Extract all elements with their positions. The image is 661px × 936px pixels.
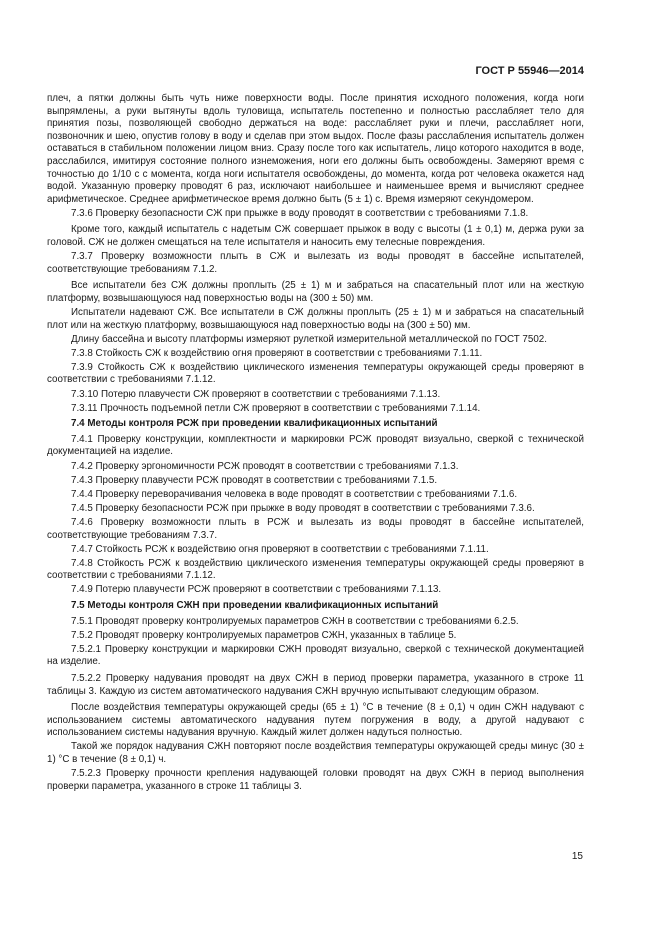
paragraph: 7.4.7 Стойкость РСЖ к воздействию огня проверяют в соответствии с требованиями 7.1.11. [71, 543, 489, 555]
paragraph: 7.4.5 Проверку безопасности РСЖ при прыжке в воду проводят в соответствии с требованиями 7.3.6. [71, 502, 535, 514]
paragraph: После воздействия температуры окружающей среды (65 ± 1) °С в течение (8 ± 0,1) ч один СЖН надувают с использованием системы автоматического надувания путем погружения в воду, а другой надувают с использованием системы надувания вручную. Каждый жилет должен надуться полностью. [47, 702, 584, 739]
section-heading: 7.4 Методы контроля РСЖ при проведении квалификационных испытаний [71, 418, 438, 430]
paragraph: 7.4.2 Проверку эргономичности РСЖ проводят в соответствии с требованиями 7.1.3. [71, 460, 459, 472]
paragraph: 7.4.8 Стойкость РСЖ к воздействию циклического изменения температуры окружающей среды проверяют в соответствии с требованиями 7.1.12. [47, 557, 584, 582]
paragraph: Испытатели надевают СЖ. Все испытатели в СЖ должны проплыть (25 ± 1) м и забраться на спасательный плот или на жесткую платформу, возвышающуюся над поверхностью воды на (300 ± 50) мм. [47, 307, 584, 331]
paragraph: 7.3.9 Стойкость СЖ к воздействию циклического изменения температуры окружающей среды проверяют в соответствии с требованиями 7.1.12. [47, 361, 584, 386]
paragraph: плеч, а пятки должны быть чуть ниже поверхности воды. После принятия исходного положения, когда ноги выпрямлены, а руки вытянуты вдоль туловища, испытатель постепенно и полностью расслабляет тело для принятия позы, позволяющей свободно держаться на воде: расслабляет руки и плечи, расслабляет ноги, позвоночник и шею, опустив голову в воду и сделав при этом выдох. После фазы расслабления испытатель должен оставаться в стабильном положении лицом вниз. Сразу после того как испытатель, лицо которого находится в воде, расслабился, имитируя состояние полного изнеможения, ноги его должны быть освобождены. Замеряют время с точностью до 1/10 с с момента, когда ноги испытателя освобождены, до момента, когда рот человека окажется над водой. Указанную проверку проводят 6 раз, исключают наибольшее и наименьшее время и вычисляют среднее арифметическое. Среднее арифметическое время должно быть (5 ± 1) с. Время измеряют секундомером. [47, 93, 584, 205]
document-body [47, 93, 584, 795]
section-heading: 7.5 Методы контроля СЖН при проведении квалификационных испытаний [71, 599, 439, 611]
paragraph: 7.3.6 Проверку безопасности СЖ при прыжке в воду проводят в соответствии с требованиями 7.1.8. [71, 207, 529, 219]
paragraph: 7.4.9 Потерю плавучести РСЖ проверяют в соответствии с требованиями 7.1.13. [71, 584, 442, 596]
paragraph: Длину бассейна и высоту платформы измеряют рулеткой измерительной металлической по ГОСТ 7502. [71, 333, 547, 345]
paragraph: Такой же порядок надувания СЖН повторяют после воздействия температуры окружающей среды минус (30 ± 1) °С в течение (8 ± 0,1) ч. [47, 741, 584, 765]
paragraph: 7.5.1 Проводят проверку контролируемых параметров СЖН в соответствии с требованиями 6.2.5. [71, 615, 519, 627]
paragraph: Все испытатели без СЖ должны проплыть (25 ± 1) м и забраться на спасательный плот или на жесткую платформу, возвышающуюся над поверхностью воды на (300 ± 50) мм. [47, 280, 584, 304]
document-header: ГОСТ Р 55946—2014 [475, 65, 584, 77]
paragraph: 7.3.8 Стойкость СЖ к воздействию огня проверяют в соответствии с требованиями 7.1.11. [71, 347, 483, 359]
page-number: 15 [571, 851, 583, 862]
paragraph: 7.4.1 Проверку конструкции, комплектности и маркировки РСЖ проводят визуально, сверкой с технической документацией на изделие. [47, 433, 584, 458]
paragraph: 7.4.6 Проверку возможности плыть в РСЖ и вылезать из воды проводят в бассейне испытателей, соответствующие требованиям 7.3.7. [47, 516, 584, 541]
paragraph: 7.5.2.2 Проверку надувания проводят на двух СЖН в период проверки параметра, указанного в строке 11 таблицы 3. Каждую из систем автоматического надувания СЖН вручную испытывают следующим образом. [47, 672, 584, 697]
paragraph: 7.4.4 Проверку переворачивания человека в воде проводят в соответствии с требованиями 7.1.6. [71, 488, 518, 500]
paragraph: 7.3.10 Потерю плавучести СЖ проверяют в соответствии с требованиями 7.1.13. [71, 388, 441, 400]
paragraph: 7.4.3 Проверку плавучести РСЖ проводят в соответствии с требованиями 7.1.5. [71, 474, 438, 486]
paragraph: 7.3.7 Проверку возможности плыть в СЖ и вылезать из воды проводят в бассейне испытателей, соответствующие требованиям 7.1.2. [47, 251, 584, 275]
paragraph: Кроме того, каждый испытатель с надетым СЖ совершает прыжок в воду с высоты (1 ± 0,1) м, держа руки за головой. СЖ не должен смещаться на теле испытателя и наносить ему телесные повреждения. [47, 224, 584, 249]
paragraph: 7.5.2 Проводят проверку контролируемых параметров СЖН, указанных в таблице 5. [71, 629, 457, 641]
paragraph: 7.5.2.3 Проверку прочности крепления надувающей головки проводят на двух СЖН в период выполнения проверки параметра, указанного в строке 11 таблицы 3. [47, 768, 584, 792]
paragraph: 7.5.2.1 Проверку конструкции и маркировки СЖН проводят визуально, сверкой с технической документацией на изделие. [47, 643, 584, 668]
paragraph: 7.3.11 Прочность подъемной петли СЖ проверяют в соответствии с требованиями 7.1.14. [71, 402, 481, 414]
